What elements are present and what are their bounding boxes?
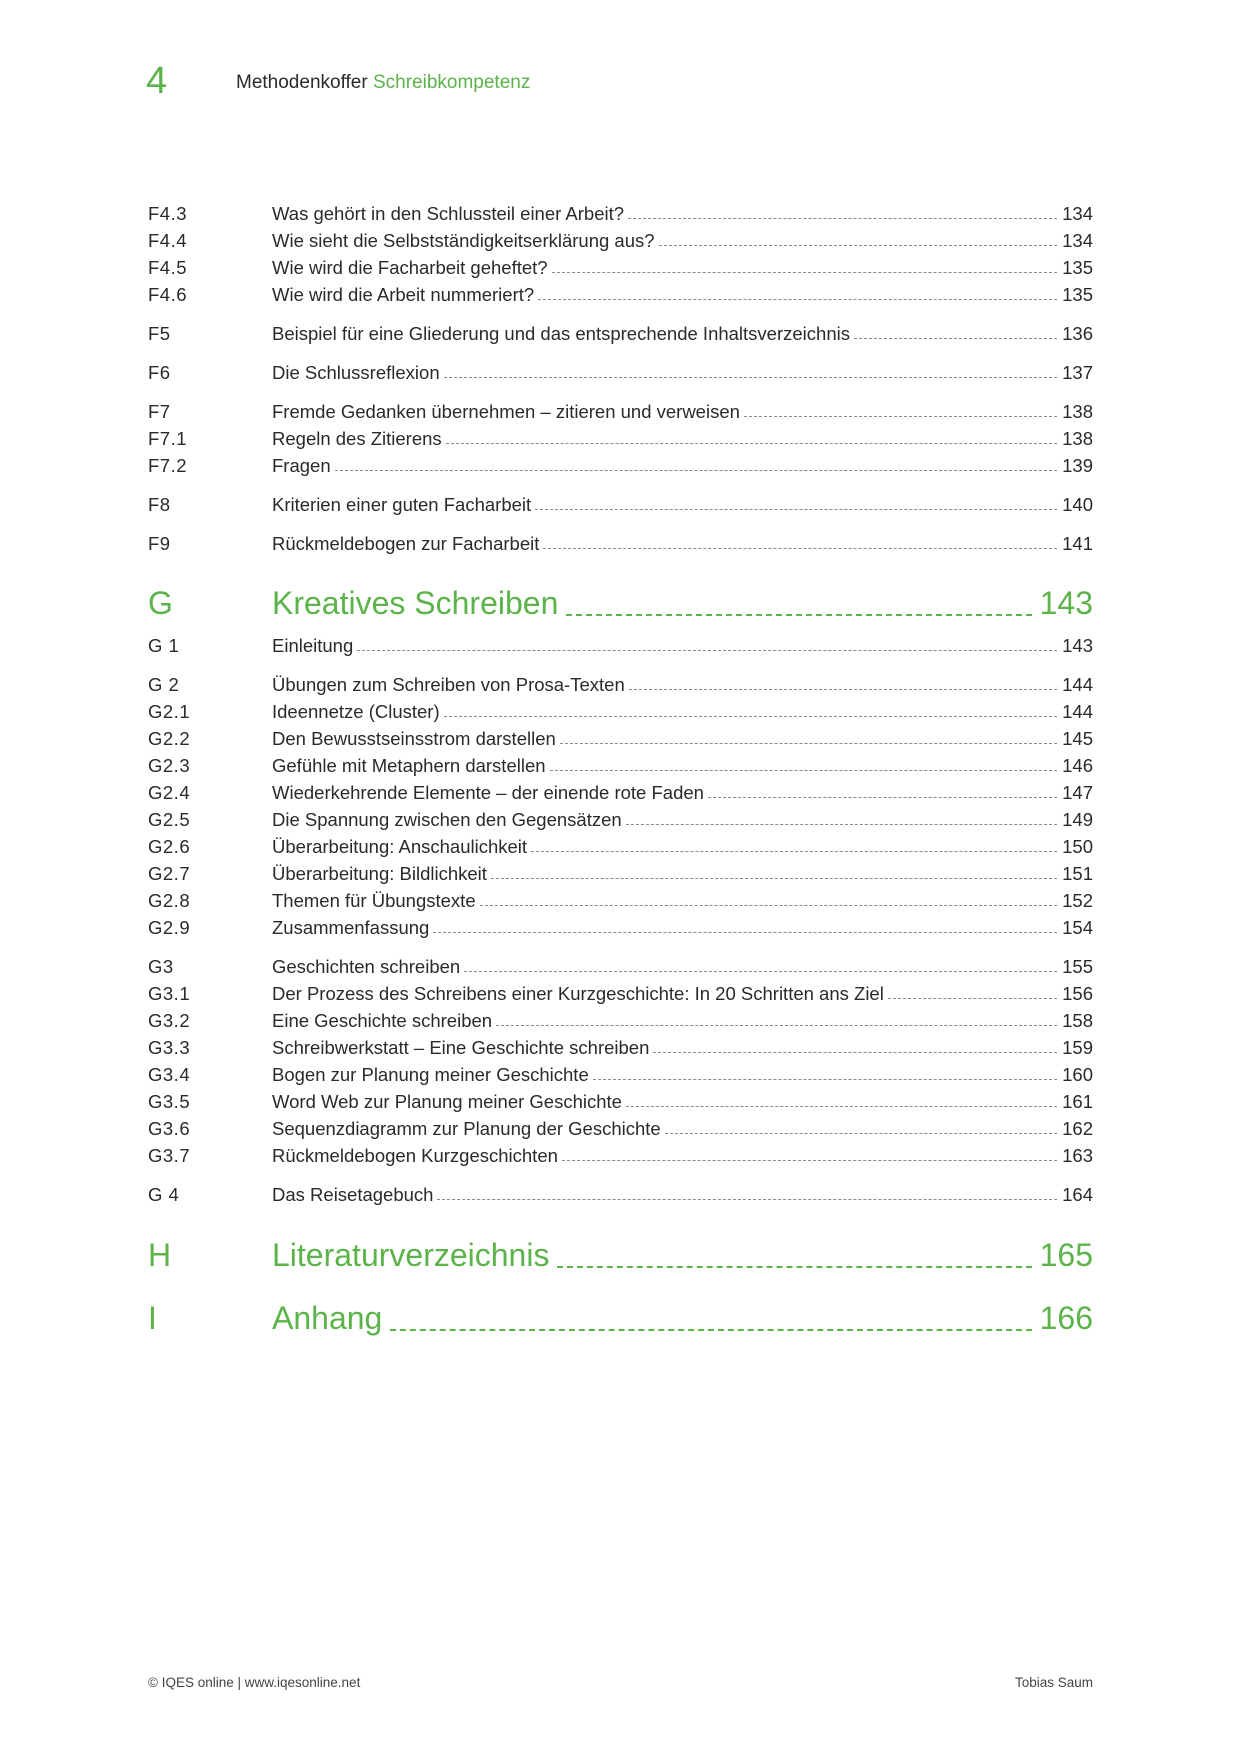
toc-entry-title: Kreatives Schreiben — [272, 584, 559, 621]
toc-entry-page: 138 — [1062, 427, 1093, 449]
toc-entry-title: Geschichten schreiben — [272, 955, 461, 977]
toc-entry[interactable] — [148, 227, 1093, 254]
toc-entry-page: 160 — [1062, 1063, 1093, 1085]
toc-entry[interactable] — [148, 491, 1093, 518]
dotted-leader — [626, 1088, 1057, 1107]
toc-entry-page: 151 — [1062, 862, 1093, 884]
toc-entry[interactable] — [148, 860, 1093, 887]
toc-entry[interactable] — [148, 530, 1093, 557]
dotted-leader — [557, 1233, 1031, 1268]
dotted-leader — [659, 227, 1057, 246]
dotted-leader — [538, 281, 1057, 300]
dotted-leader — [357, 632, 1057, 651]
dotted-leader — [744, 398, 1057, 417]
toc-entry[interactable] — [148, 779, 1093, 806]
toc-entry-title: Die Spannung zwischen den Gegensätzen — [272, 808, 622, 830]
toc-entry-title: Gefühle mit Metaphern darstellen — [272, 754, 546, 776]
toc-entry-page: 164 — [1062, 1183, 1093, 1205]
toc-entry-title: Kriterien einer guten Facharbeit — [272, 493, 532, 515]
toc-entry-title: Einleitung — [272, 634, 354, 656]
toc-entry-number: G2.5 — [148, 808, 191, 830]
dotted-leader — [562, 1142, 1057, 1161]
toc-entry-number: F6 — [148, 361, 171, 383]
toc-entry[interactable] — [148, 752, 1093, 779]
toc-entry-title: Wie wird die Arbeit nummeriert? — [272, 283, 535, 305]
toc-entry-page: 159 — [1062, 1036, 1093, 1058]
toc-entry-number: G2.2 — [148, 727, 191, 749]
toc-entry-page: 135 — [1062, 283, 1093, 305]
dotted-leader — [550, 752, 1057, 771]
toc-entry-page: 135 — [1062, 256, 1093, 278]
toc-entry-page: 137 — [1062, 361, 1093, 383]
toc-entry-page: 141 — [1062, 532, 1093, 554]
dotted-leader — [496, 1007, 1057, 1026]
toc-entry-number: G3.5 — [148, 1090, 191, 1112]
toc-entry-number: F9 — [148, 532, 171, 554]
toc-entry-page: 161 — [1062, 1090, 1093, 1112]
toc-entry-title: Rückmeldebogen zur Facharbeit — [272, 532, 540, 554]
toc-entry[interactable] — [148, 1115, 1093, 1142]
toc-entry-number: F7 — [148, 400, 171, 422]
toc-entry-number: G3.7 — [148, 1144, 191, 1166]
toc-entry-page: 143 — [1062, 634, 1093, 656]
toc-entry[interactable] — [148, 425, 1093, 452]
toc-entry-title: Fragen — [272, 454, 331, 476]
toc-entry-title: Ideennetze (Cluster) — [272, 700, 440, 722]
toc-entry-number: G2.9 — [148, 916, 191, 938]
toc-entry-page: 156 — [1062, 982, 1093, 1004]
toc-entry-title: Literaturverzeichnis — [272, 1236, 550, 1273]
toc-entry-number: G2.8 — [148, 889, 191, 911]
dotted-leader — [535, 491, 1057, 510]
toc-entry-number: G3.4 — [148, 1063, 191, 1085]
dotted-leader — [491, 860, 1057, 879]
toc-entry[interactable] — [148, 254, 1093, 281]
dotted-leader — [560, 725, 1057, 744]
toc-entry-title: Den Bewusstseinsstrom darstellen — [272, 727, 556, 749]
dotted-leader — [433, 914, 1057, 933]
toc-entry-number: G3 — [148, 955, 174, 977]
toc-entry[interactable] — [148, 1061, 1093, 1088]
toc-entry-page: 152 — [1062, 889, 1093, 911]
toc-entry-title: Der Prozess des Schreibens einer Kurzgeschichte: In 20 Schritten ans Ziel — [272, 982, 884, 1004]
toc-entry-number: F4.4 — [148, 229, 188, 251]
toc-entry[interactable] — [148, 452, 1093, 479]
toc-entry-title: Regeln des Zitierens — [272, 427, 442, 449]
toc-entry-page: 166 — [1039, 1299, 1093, 1336]
toc-entry[interactable] — [148, 1181, 1093, 1208]
toc-chapter-entry[interactable] — [148, 1233, 1093, 1277]
page-number: 4 — [146, 60, 168, 102]
toc-entry-number: G2.6 — [148, 835, 191, 857]
toc-entry-title: Sequenzdiagramm zur Planung der Geschichte — [272, 1117, 661, 1139]
header-title-main: Methodenkoffer — [236, 72, 368, 93]
toc-entry-number: H — [148, 1236, 172, 1273]
toc-entry-number: G 1 — [148, 634, 180, 656]
toc-entry-number: G3.2 — [148, 1009, 191, 1031]
toc-entry-title: Was gehört in den Schlussteil einer Arbeit? — [272, 202, 625, 224]
toc-entry-number: F4.3 — [148, 202, 188, 224]
toc-entry-page: 155 — [1062, 955, 1093, 977]
toc-entry-number: G3.6 — [148, 1117, 191, 1139]
toc-entry[interactable] — [148, 833, 1093, 860]
toc-entry-title: Beispiel für eine Gliederung und das entsprechende Inhaltsverzeichnis — [272, 322, 850, 344]
toc-entry[interactable] — [148, 1142, 1093, 1169]
toc-chapter-entry[interactable] — [148, 581, 1093, 625]
toc-entry[interactable] — [148, 980, 1093, 1007]
toc-entry-title: Wie wird die Facharbeit geheftet? — [272, 256, 548, 278]
toc-entry-number: G3.1 — [148, 982, 191, 1004]
footer-copyright: © IQES online | www.iqesonline.net — [148, 1675, 361, 1690]
toc-entry-page: 144 — [1062, 673, 1093, 695]
toc-entry-page: 134 — [1062, 229, 1093, 251]
header-title-accent: Schreibkompetenz — [372, 72, 531, 93]
dotted-leader — [543, 530, 1057, 549]
toc-entry[interactable] — [148, 1007, 1093, 1034]
toc-entry-number: G2.7 — [148, 862, 191, 884]
toc-entry[interactable] — [148, 200, 1093, 227]
toc-entry-page: 146 — [1062, 754, 1093, 776]
toc-entry-page: 136 — [1062, 322, 1093, 344]
toc-entry[interactable] — [148, 887, 1093, 914]
toc-entry-title: Das Reisetagebuch — [272, 1183, 434, 1205]
toc-entry-page: 138 — [1062, 400, 1093, 422]
toc-entry-number: F7.1 — [148, 427, 188, 449]
toc-entry-page: 143 — [1039, 584, 1093, 621]
toc-entry-title: Bogen zur Planung meiner Geschichte — [272, 1063, 589, 1085]
dotted-leader — [444, 359, 1057, 378]
running-header — [236, 72, 530, 94]
toc-entry-title: Themen für Übungstexte — [272, 889, 476, 911]
toc-entry-title: Überarbeitung: Bildlichkeit — [272, 862, 487, 884]
toc-entry[interactable] — [148, 281, 1093, 308]
toc-entry-title: Die Schlussreflexion — [272, 361, 440, 383]
dotted-leader — [626, 806, 1057, 825]
footer-author: Tobias Saum — [1014, 1675, 1093, 1690]
dotted-leader — [464, 953, 1057, 972]
toc-entry-number: I — [148, 1299, 158, 1336]
toc-chapter-entry[interactable] — [148, 1296, 1093, 1340]
dotted-leader — [444, 698, 1057, 717]
dotted-leader — [531, 833, 1057, 852]
toc-entry-number: F8 — [148, 493, 171, 515]
toc-entry-title: Fremde Gedanken übernehmen – zitieren und verweisen — [272, 400, 740, 422]
toc-entry-page: 165 — [1039, 1236, 1093, 1273]
toc-entry-title: Schreibwerkstatt – Eine Geschichte schreiben — [272, 1036, 650, 1058]
toc-entry-page: 154 — [1062, 916, 1093, 938]
toc-entry[interactable] — [148, 1088, 1093, 1115]
toc-entry[interactable] — [148, 398, 1093, 425]
dotted-leader — [854, 320, 1057, 339]
dotted-leader — [653, 1034, 1057, 1053]
dotted-leader — [888, 980, 1057, 999]
dotted-leader — [437, 1181, 1057, 1200]
toc-entry[interactable] — [148, 725, 1093, 752]
toc-entry[interactable] — [148, 632, 1093, 659]
toc-entry-page: 150 — [1062, 835, 1093, 857]
toc-entry-page: 163 — [1062, 1144, 1093, 1166]
toc-entry-title: Wiederkehrende Elemente – der einende rote Faden — [272, 781, 704, 803]
toc-entry[interactable] — [148, 953, 1093, 980]
toc-entry-number: G — [148, 584, 174, 621]
toc-entry-title: Word Web zur Planung meiner Geschichte — [272, 1090, 622, 1112]
toc-entry-number: F4.6 — [148, 283, 188, 305]
toc-entry-title: Übungen zum Schreiben von Prosa-Texten — [272, 673, 625, 695]
dotted-leader — [708, 779, 1057, 798]
toc-entry[interactable] — [148, 359, 1093, 386]
dotted-leader — [566, 581, 1031, 616]
dotted-leader — [390, 1296, 1031, 1331]
toc-entry-page: 140 — [1062, 493, 1093, 515]
toc-entry-page: 144 — [1062, 700, 1093, 722]
toc-entry-number: G 4 — [148, 1183, 180, 1205]
toc-entry-title: Anhang — [272, 1299, 383, 1336]
dotted-leader — [446, 425, 1057, 444]
toc-entry-page: 162 — [1062, 1117, 1093, 1139]
toc-entry-number: G2.1 — [148, 700, 191, 722]
toc-entry-page: 147 — [1062, 781, 1093, 803]
toc-entry-page: 149 — [1062, 808, 1093, 830]
dotted-leader — [665, 1115, 1057, 1134]
toc-entry-title: Wie sieht die Selbstständigkeitserklärung aus? — [272, 229, 655, 251]
toc-entry-title: Eine Geschichte schreiben — [272, 1009, 493, 1031]
toc-entry-number: F7.2 — [148, 454, 188, 476]
toc-entry-number: F4.5 — [148, 256, 188, 278]
toc-entry[interactable] — [148, 698, 1093, 725]
toc-entry-title: Überarbeitung: Anschaulichkeit — [272, 835, 528, 857]
dotted-leader — [628, 200, 1057, 219]
toc-entry[interactable] — [148, 914, 1093, 941]
toc-entry-number: G2.4 — [148, 781, 191, 803]
toc-entry[interactable] — [148, 320, 1093, 347]
toc-entry-number: G3.3 — [148, 1036, 191, 1058]
toc-entry-number: F5 — [148, 322, 171, 344]
dotted-leader — [335, 452, 1057, 471]
toc-entry[interactable] — [148, 1034, 1093, 1061]
toc-entry-title: Rückmeldebogen Kurzgeschichten — [272, 1144, 558, 1166]
toc-entry[interactable] — [148, 671, 1093, 698]
toc-entry-page: 158 — [1062, 1009, 1093, 1031]
toc-entry-title: Zusammenfassung — [272, 916, 430, 938]
toc-entry-page: 139 — [1062, 454, 1093, 476]
toc-entry-number: G 2 — [148, 673, 180, 695]
dotted-leader — [552, 254, 1057, 273]
toc-entry[interactable] — [148, 806, 1093, 833]
dotted-leader — [629, 671, 1057, 690]
dotted-leader — [480, 887, 1057, 906]
toc-entry-page: 145 — [1062, 727, 1093, 749]
toc-entry-page: 134 — [1062, 202, 1093, 224]
dotted-leader — [593, 1061, 1057, 1080]
toc-entry-number: G2.3 — [148, 754, 191, 776]
